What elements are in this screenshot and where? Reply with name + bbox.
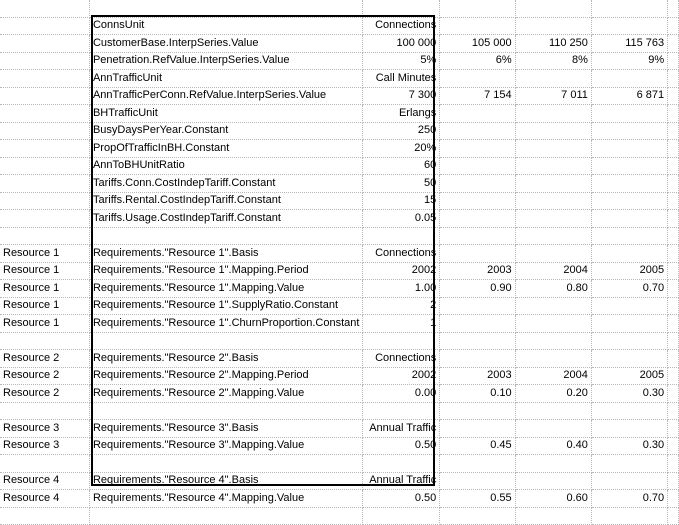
sheet-cell[interactable] [668,507,679,525]
sheet-row [0,385,679,403]
sheet-row [0,507,679,525]
sheet-cell[interactable] [515,122,591,140]
sheet-cell[interactable] [440,297,515,315]
sheet-cell[interactable] [591,402,667,420]
sheet-cell[interactable] [440,402,515,420]
sheet-cell[interactable] [591,350,667,368]
sheet-row [0,420,679,438]
sheet-cell[interactable] [363,455,440,473]
sheet-cell[interactable]: BHTrafficUnit [89,105,362,123]
sheet-cell[interactable] [515,350,591,368]
sheet-cell[interactable]: Requirements."Resource 3".Mapping.Value [89,437,362,455]
sheet-cell[interactable] [668,245,679,263]
sheet-cell[interactable]: Requirements."Resource 1".Mapping.Value [89,280,362,298]
sheet-cell[interactable]: AnnTrafficPerConn.RefValue.InterpSeries.Value [89,87,362,105]
sheet-cell[interactable] [89,227,362,245]
sheet-cell[interactable] [363,227,440,245]
sheet-cell[interactable] [591,245,667,263]
sheet-cell[interactable] [0,17,89,35]
sheet-cell[interactable]: 0.30 [591,437,667,455]
sheet-row [0,52,679,70]
sheet-cell[interactable] [668,52,679,70]
sheet-cell[interactable]: 2003 [440,367,515,385]
sheet-cell[interactable] [440,245,515,263]
sheet-cell[interactable]: Requirements."Resource 4".Mapping.Value [89,490,362,508]
sheet-cell[interactable]: 2004 [515,262,591,280]
sheet-cell[interactable]: 15 [363,192,440,210]
sheet-cell[interactable]: Requirements."Resource 1".Mapping.Period [89,262,362,280]
sheet-cell[interactable] [515,332,591,350]
sheet-cell[interactable] [515,507,591,525]
sheet-row [0,245,679,263]
sheet-row [0,455,679,473]
sheet-cell[interactable]: 0.05 [363,210,440,228]
sheet-cell[interactable]: 2002 [363,262,440,280]
sheet-cell[interactable] [668,472,679,490]
sheet-cell[interactable] [440,455,515,473]
sheet-cell[interactable] [668,420,679,438]
sheet-cell[interactable]: 0.55 [440,490,515,508]
sheet-cell[interactable]: Annual Traffic [363,420,440,438]
sheet-cell[interactable]: Resource 1 [0,262,89,280]
sheet-cell[interactable]: 1 [363,315,440,333]
sheet-cell[interactable] [591,140,667,158]
sheet-cell[interactable]: 100 000 [363,35,440,53]
sheet-cell[interactable]: 2004 [515,367,591,385]
sheet-cell[interactable] [591,122,667,140]
sheet-cell[interactable]: 8% [515,52,591,70]
sheet-cell[interactable] [89,332,362,350]
sheet-cell[interactable]: Connections [363,245,440,263]
sheet-cell[interactable] [668,122,679,140]
sheet-cell[interactable] [668,402,679,420]
sheet-cell[interactable]: Requirements."Resource 1".ChurnProportion.Constant [89,315,362,333]
sheet-cell[interactable] [89,402,362,420]
sheet-cell[interactable] [0,157,89,175]
sheet-cell[interactable]: 2005 [591,262,667,280]
sheet-cell[interactable] [668,332,679,350]
sheet-cell[interactable] [591,472,667,490]
sheet-cell[interactable]: 9% [591,52,667,70]
sheet-cell[interactable] [668,140,679,158]
sheet-row [0,175,679,193]
sheet-cell[interactable] [515,192,591,210]
sheet-cell[interactable]: Resource 1 [0,315,89,333]
sheet-cell[interactable]: Requirements."Resource 2".Basis [89,350,362,368]
sheet-cell[interactable] [591,297,667,315]
sheet-cell[interactable] [0,192,89,210]
sheet-row [0,297,679,315]
sheet-cell[interactable]: 2003 [440,262,515,280]
sheet-cell[interactable]: 60 [363,157,440,175]
sheet-cell[interactable]: 110 250 [515,35,591,53]
sheet-cell[interactable] [0,0,89,17]
sheet-row [0,262,679,280]
sheet-cell[interactable] [591,227,667,245]
sheet-row [0,157,679,175]
sheet-cell[interactable]: Connections [363,17,440,35]
sheet-cell[interactable]: 0.00 [363,385,440,403]
sheet-cell[interactable]: Requirements."Resource 1".SupplyRatio.Constant [89,297,362,315]
sheet-cell[interactable]: Requirements."Resource 1".Basis [89,245,362,263]
sheet-cell[interactable] [440,157,515,175]
sheet-cell[interactable] [591,70,667,88]
sheet-cell[interactable] [440,122,515,140]
sheet-cell[interactable] [668,455,679,473]
sheet-cell[interactable] [0,140,89,158]
sheet-cell[interactable] [440,227,515,245]
sheet-cell[interactable]: Requirements."Resource 3".Basis [89,420,362,438]
sheet-cell[interactable]: Resource 3 [0,437,89,455]
sheet-cell[interactable]: Requirements."Resource 2".Mapping.Value [89,385,362,403]
sheet-cell[interactable]: Resource 1 [0,297,89,315]
sheet-row [0,280,679,298]
sheet-row [0,350,679,368]
sheet-cell[interactable] [591,175,667,193]
sheet-row [0,437,679,455]
sheet-cell[interactable]: 0.50 [363,490,440,508]
sheet-cell[interactable] [515,105,591,123]
sheet-cell[interactable]: 0.70 [591,490,667,508]
sheet-cell[interactable]: Resource 4 [0,472,89,490]
sheet-row [0,490,679,508]
sheet-cell[interactable]: 0.30 [591,385,667,403]
sheet-cell[interactable]: BusyDaysPerYear.Constant [89,122,362,140]
sheet-cell[interactable] [515,140,591,158]
sheet-cell[interactable]: CustomerBase.InterpSeries.Value [89,35,362,53]
sheet-cell[interactable]: Resource 2 [0,367,89,385]
sheet-cell[interactable] [440,315,515,333]
sheet-cell[interactable] [440,140,515,158]
sheet-cell[interactable] [515,157,591,175]
sheet-cell[interactable] [591,315,667,333]
sheet-cell[interactable] [0,87,89,105]
sheet-cell[interactable] [668,262,679,280]
sheet-cell[interactable] [440,0,515,17]
sheet-cell[interactable]: 7 300 [363,87,440,105]
sheet-cell[interactable] [89,507,362,525]
sheet-cell[interactable] [515,420,591,438]
sheet-cell[interactable]: Call Minutes [363,70,440,88]
sheet-cell[interactable] [89,0,362,17]
sheet-cell[interactable]: 50 [363,175,440,193]
sheet-cell[interactable] [440,472,515,490]
sheet-row [0,367,679,385]
sheet-cell[interactable] [668,35,679,53]
sheet-cell[interactable] [0,52,89,70]
sheet-cell[interactable]: ConnsUnit [89,17,362,35]
sheet-cell[interactable] [515,315,591,333]
sheet-cell[interactable]: Resource 2 [0,350,89,368]
sheet-cell[interactable]: 0.45 [440,437,515,455]
sheet-cell[interactable] [515,227,591,245]
sheet-row [0,0,679,17]
sheet-cell[interactable] [591,0,667,17]
sheet-cell[interactable] [0,227,89,245]
sheet-cell[interactable]: 0.50 [363,437,440,455]
sheet-cell[interactable] [668,70,679,88]
sheet-cell[interactable] [0,507,89,525]
sheet-cell[interactable] [515,0,591,17]
sheet-cell[interactable] [440,175,515,193]
sheet-cell[interactable] [668,17,679,35]
sheet-cell[interactable]: 2002 [363,367,440,385]
sheet-row [0,87,679,105]
sheet-cell[interactable]: 115 763 [591,35,667,53]
sheet-cell[interactable] [591,105,667,123]
sheet-cell[interactable] [515,402,591,420]
sheet-cell[interactable]: 6% [440,52,515,70]
sheet-cell[interactable] [515,245,591,263]
sheet-cell[interactable]: 20% [363,140,440,158]
sheet-row [0,35,679,53]
sheet-cell[interactable]: Resource 3 [0,420,89,438]
sheet-cell[interactable] [0,210,89,228]
sheet-cell[interactable] [515,472,591,490]
sheet-cell[interactable]: 0.20 [515,385,591,403]
sheet-cell[interactable] [440,420,515,438]
sheet-cell[interactable] [0,175,89,193]
sheet-row [0,332,679,350]
sheet-cell[interactable]: Annual Traffic [363,472,440,490]
sheet-cell[interactable] [668,437,679,455]
sheet-cell[interactable] [591,210,667,228]
sheet-cell[interactable] [0,105,89,123]
sheet-cell[interactable]: Resource 1 [0,245,89,263]
sheet-row [0,315,679,333]
sheet-cell[interactable] [515,70,591,88]
sheet-cell[interactable]: 7 154 [440,87,515,105]
sheet-row [0,17,679,35]
sheet-cell[interactable]: 2005 [591,367,667,385]
sheet-cell[interactable] [440,70,515,88]
sheet-cell[interactable] [591,507,667,525]
sheet-row [0,122,679,140]
sheet-cell[interactable] [591,192,667,210]
sheet-cell[interactable] [0,455,89,473]
sheet-cell[interactable] [440,105,515,123]
sheet-cell[interactable]: 0.10 [440,385,515,403]
sheet-cell[interactable] [668,210,679,228]
sheet-cell[interactable] [668,87,679,105]
sheet-cell[interactable] [440,507,515,525]
sheet-cell[interactable] [0,122,89,140]
sheet-cell[interactable]: PropOfTrafficInBH.Constant [89,140,362,158]
sheet-cell[interactable]: 0.80 [515,280,591,298]
sheet-cell[interactable] [668,297,679,315]
sheet-cell[interactable]: 7 011 [515,87,591,105]
sheet-cell[interactable] [440,210,515,228]
sheet-cell[interactable]: 105 000 [440,35,515,53]
sheet-cell[interactable]: 2 [363,297,440,315]
sheet-cell[interactable] [363,507,440,525]
sheet-row [0,140,679,158]
sheet-cell[interactable] [668,0,679,17]
sheet-cell[interactable] [515,175,591,193]
sheet-cell[interactable]: Resource 2 [0,385,89,403]
sheet-cell[interactable] [363,332,440,350]
sheet-cell[interactable]: Resource 4 [0,490,89,508]
sheet-cell[interactable]: 5% [363,52,440,70]
sheet-cell[interactable]: Tariffs.Conn.CostIndepTariff.Constant [89,175,362,193]
sheet-cell[interactable]: Requirements."Resource 2".Mapping.Period [89,367,362,385]
sheet-row [0,227,679,245]
sheet-cell[interactable] [363,0,440,17]
sheet-cell[interactable] [89,455,362,473]
sheet-cell[interactable]: 0.60 [515,490,591,508]
sheet-row [0,70,679,88]
sheet-row [0,105,679,123]
sheet-cell[interactable] [591,332,667,350]
sheet-cell[interactable] [0,402,89,420]
sheet-cell[interactable] [515,455,591,473]
sheet-cell[interactable] [591,17,667,35]
sheet-cell[interactable]: AnnToBHUnitRatio [89,157,362,175]
sheet-cell[interactable] [515,297,591,315]
sheet-cell[interactable]: 0.40 [515,437,591,455]
sheet-row [0,210,679,228]
sheet-row [0,192,679,210]
sheet-cell[interactable] [0,332,89,350]
sheet-cell[interactable]: 1.00 [363,280,440,298]
sheet-cell[interactable] [440,17,515,35]
sheet-cell[interactable]: 0.90 [440,280,515,298]
sheet-cell[interactable]: Resource 1 [0,280,89,298]
sheet-cell[interactable]: 0.70 [591,280,667,298]
sheet-cell[interactable] [591,420,667,438]
sheet-cell[interactable]: Tariffs.Rental.CostIndepTariff.Constant [89,192,362,210]
sheet-cell[interactable] [668,280,679,298]
sheet-row [0,472,679,490]
sheet-cell[interactable] [363,402,440,420]
sheet-cell[interactable] [668,192,679,210]
sheet-cell[interactable] [440,350,515,368]
sheet-cell[interactable] [515,210,591,228]
sheet-cell[interactable] [668,157,679,175]
sheet-cell[interactable] [668,350,679,368]
sheet-cell[interactable]: 250 [363,122,440,140]
sheet-cell[interactable] [515,17,591,35]
sheet-cell[interactable]: Tariffs.Usage.CostIndepTariff.Constant [89,210,362,228]
sheet-cell[interactable]: 6 871 [591,87,667,105]
sheet-cell[interactable] [668,490,679,508]
sheet-cell[interactable] [591,455,667,473]
sheet-cell[interactable]: Penetration.RefValue.InterpSeries.Value [89,52,362,70]
sheet-cell[interactable] [440,192,515,210]
sheet-cell[interactable]: AnnTrafficUnit [89,70,362,88]
sheet-cell[interactable] [0,70,89,88]
sheet-cell[interactable] [0,35,89,53]
sheet-cell[interactable] [668,385,679,403]
sheet-cell[interactable] [668,227,679,245]
sheet-cell[interactable]: Connections [363,350,440,368]
sheet-cell[interactable] [668,367,679,385]
sheet-cell[interactable]: Erlangs [363,105,440,123]
sheet-cell[interactable] [668,105,679,123]
sheet-cell[interactable] [591,157,667,175]
sheet-cell[interactable] [668,175,679,193]
sheet-cell[interactable]: Requirements."Resource 4".Basis [89,472,362,490]
sheet-cell[interactable] [668,315,679,333]
sheet-cell[interactable] [440,332,515,350]
sheet-row [0,402,679,420]
